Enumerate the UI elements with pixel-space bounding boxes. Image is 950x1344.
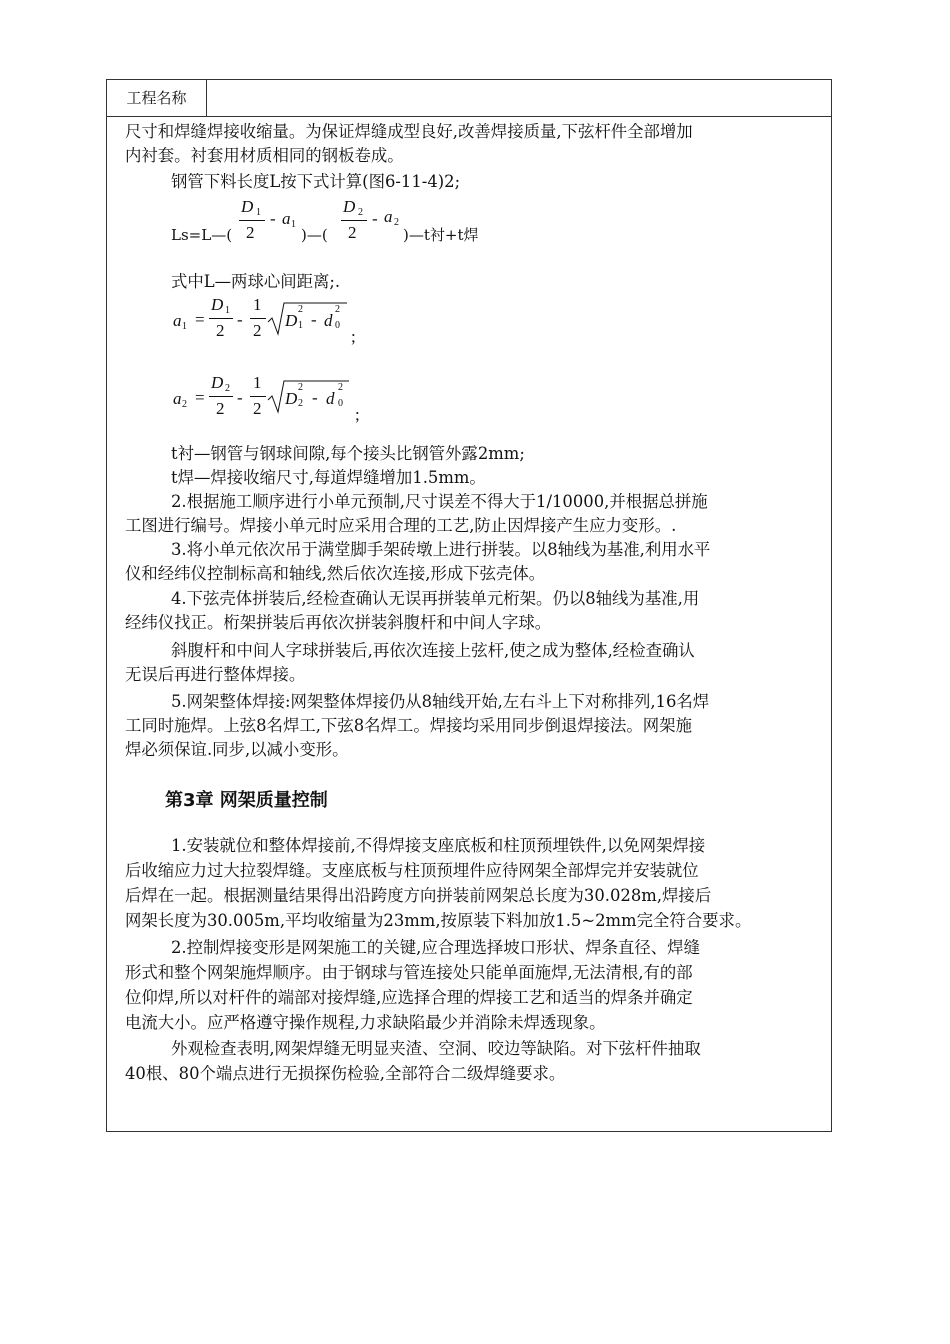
chapter-line: 2.控制焊接变形是网架施工的关键,应合理选择坡口形状、焊条直径、焊缝 — [171, 938, 700, 957]
body-line: 工同时施焊。上弦8名焊工,下弦8名焊工。焊接均采用同步倒退焊接法。网架施 — [125, 716, 692, 735]
formula-a1-minus-2: - — [311, 310, 317, 329]
formula-a2-two-2: 2 — [253, 399, 262, 418]
chapter-line: 1.安装就位和整体焊接前,不得焊接支座底板和柱顶预埋铁件,以免网架焊接 — [171, 836, 706, 855]
formula-ls-d2-sub: 2 — [358, 207, 363, 218]
chapter-line: 位仰焊,所以对杆件的端部对接焊缝,应选择合理的焊接工艺和适当的焊条并确定 — [125, 988, 693, 1007]
formula-ls-tail: )—t衬+t焊 — [403, 226, 479, 244]
formula-a2-d: d — [326, 389, 335, 408]
formula-a1-Dsub: 1 — [225, 305, 230, 316]
formula-a1-semicolon: ; — [351, 327, 356, 346]
formula-a2-two-1: 2 — [216, 399, 225, 418]
calc-line: 钢管下料长度L按下式计算(图6-11-4)2; — [171, 172, 461, 191]
body-line: 工图进行编号。焊接小单元时应采用合理的工艺,防止因焊接产生应力变形。. — [125, 516, 677, 535]
chapter-line: 后收缩应力过大拉裂焊缝。支座底板与柱顶预埋件应待网架全部焊完并安装就位 — [125, 861, 699, 880]
body-line: t焊—焊接收缩尺寸,每道焊缝增加1.5mm。 — [171, 468, 486, 487]
where-line: 式中L—两球心间距离;. — [171, 272, 341, 291]
formula-a1 — [107, 292, 807, 348]
formula-a1-minus-1: - — [237, 310, 243, 329]
formula-a1-one: 1 — [253, 295, 262, 314]
formula-a2-sub: 2 — [182, 399, 187, 410]
formula-ls-minus-1: - — [270, 209, 276, 228]
document-table — [106, 79, 832, 1132]
formula-ls-a1: a — [282, 209, 291, 228]
body-line: 仪和经纬仪控制标高和轴线,然后依次连接,形成下弦壳体。 — [125, 564, 546, 583]
chapter-line: 形式和整个网架施焊顺序。由于钢球与管连接处只能单面施焊,无法清根,有的部 — [125, 963, 693, 982]
formula-a1-sub: 1 — [182, 321, 187, 332]
formula-a2-sq-2: 2 — [338, 382, 343, 393]
body-line: 4.下弦壳体拼装后,经检查确认无误再拼装单元桁架。仍以8轴线为基准,用 — [171, 589, 700, 608]
formula-a2-D-inner: D — [285, 389, 298, 408]
chapter-line: 电流大小。应严格遵守操作规程,力求缺陷最少并消除未焊透现象。 — [125, 1013, 606, 1032]
formula-a1-d: d — [324, 311, 333, 330]
chapter-title: 第3章 网架质量控制 — [165, 790, 328, 811]
intro-line-1: 尺寸和焊缝焊接收缩量。为保证焊缝成型良好,改善焊接质量,下弦杆件全部增加 — [125, 122, 693, 141]
formula-a2-bar-1 — [209, 396, 233, 397]
formula-a2-Dsub-inner: 2 — [298, 398, 303, 409]
body-line: 经纬仪找正。桁架拼装后再依次拼装斜腹杆和中间人字球。 — [125, 613, 552, 632]
formula-a2-minus-2: - — [312, 388, 318, 407]
formula-a1-two-1: 2 — [216, 321, 225, 340]
formula-a2-bar-2 — [250, 396, 266, 397]
body-line: 3.将小单元依次吊于满堂脚手架砖墩上进行拼装。以8轴线为基准,利用水平 — [171, 540, 711, 559]
body-line: 2.根据施工顺序进行小单元预制,尺寸误差不得大于1/10000,并根据总拼施 — [171, 492, 708, 511]
body-line: 5.网架整体焊接:网架整体焊接仍从8轴线开始,左右斗上下对称排列,16名焊 — [171, 692, 710, 711]
formula-ls-d1: D — [241, 197, 254, 216]
formula-ls-a1-sub: 1 — [291, 219, 296, 230]
formula-ls-a2: a — [384, 207, 393, 226]
formula-a1-D: D — [211, 295, 224, 314]
formula-a1-two-2: 2 — [253, 321, 262, 340]
formula-a1-eq: = — [195, 310, 205, 329]
formula-a1-sq-2: 2 — [335, 304, 340, 315]
formula-ls-two-1: 2 — [246, 223, 255, 242]
formula-ls-lhs: Ls=L—( — [171, 226, 233, 244]
chapter-line: 40根、80个端点进行无损探伤检验,全部符合二级焊缝要求。 — [125, 1064, 566, 1083]
formula-a1-Dsub-inner: 1 — [298, 320, 303, 331]
formula-a1-bar-1 — [209, 318, 233, 319]
formula-a2-a: a — [173, 389, 182, 408]
formula-a2-semicolon: ; — [355, 405, 360, 424]
formula-ls-d1-sub: 1 — [256, 207, 261, 218]
formula-a1-sq-1: 2 — [298, 304, 303, 315]
formula-ls-minus-2: - — [372, 209, 378, 228]
formula-a2-dsub: 0 — [338, 398, 343, 409]
body-line: 斜腹杆和中间人字球拼装后,再依次连接上弦杆,使之成为整体,经检查确认 — [171, 641, 695, 660]
project-name-label: 工程名称 — [107, 80, 207, 116]
body-line: t衬—钢管与钢球间隙,每个接头比钢管外露2mm; — [171, 444, 525, 463]
formula-ls — [107, 190, 807, 250]
chapter-line: 外观检查表明,网架焊缝无明显夹渣、空洞、咬边等缺陷。对下弦杆件抽取 — [171, 1039, 701, 1058]
intro-line-2: 内衬套。衬套用材质相同的钢板卷成。 — [125, 146, 404, 165]
formula-ls-two-2: 2 — [348, 223, 357, 242]
formula-ls-d2: D — [343, 197, 356, 216]
formula-a2 — [107, 370, 807, 426]
formula-a1-D-inner: D — [285, 311, 298, 330]
formula-a1-bar-2 — [250, 318, 266, 319]
formula-a2-D: D — [211, 373, 224, 392]
formula-a2-minus-1: - — [237, 388, 243, 407]
formula-ls-bar-2 — [341, 220, 367, 221]
chapter-line: 网架长度为30.005m,平均收缩量为23mm,按原装下料加放1.5~2mm完全符合要求。 — [125, 911, 752, 930]
formula-a2-eq: = — [195, 388, 205, 407]
formula-ls-bar-1 — [239, 220, 265, 221]
formula-a2-one: 1 — [253, 373, 262, 392]
chapter-line: 后焊在一起。根据测量结果得出沿跨度方向拼装前网架总长度为30.028m,焊接后 — [125, 886, 712, 905]
formula-ls-mid: )—( — [301, 226, 328, 244]
body-line: 无误后再进行整体焊接。 — [125, 665, 306, 684]
body-line: 焊必须保谊.同步,以减小变形。 — [125, 740, 349, 759]
formula-a1-a: a — [173, 311, 182, 330]
formula-a2-sq-1: 2 — [298, 382, 303, 393]
formula-a1-dsub: 0 — [335, 320, 340, 331]
header-row — [107, 80, 831, 117]
formula-ls-a2-sub: 2 — [394, 217, 399, 228]
formula-a2-Dsub: 2 — [225, 383, 230, 394]
